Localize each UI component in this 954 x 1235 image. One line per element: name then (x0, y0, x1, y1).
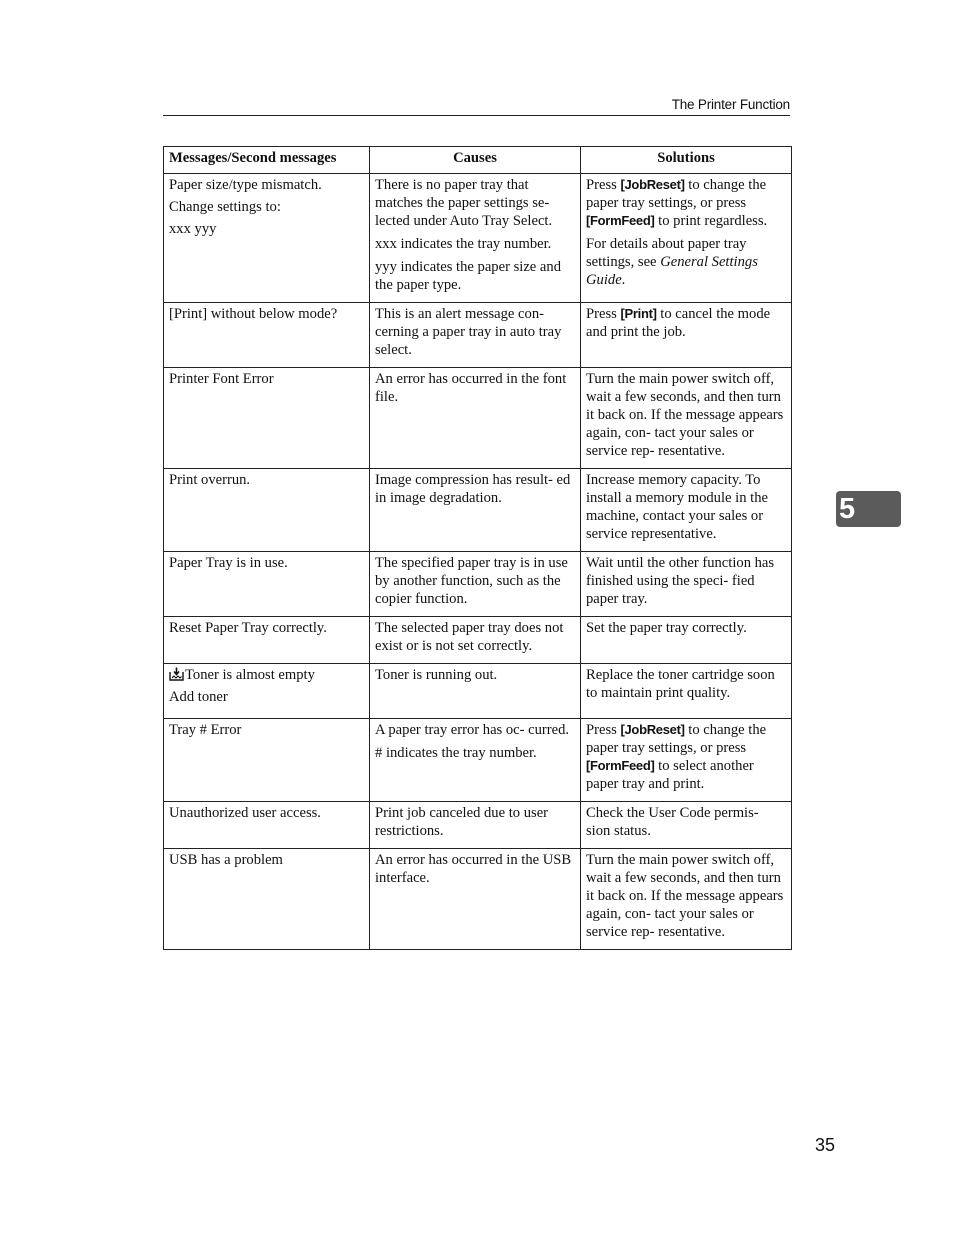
cause-cell (370, 303, 581, 368)
text-run: to change the paper tray settings, or press (586, 177, 767, 211)
cell-paragraph (375, 554, 575, 608)
cell-paragraph (375, 176, 575, 230)
text-run: The specified paper tray is in use by another function, such as the copier function. (375, 555, 568, 607)
text-run: Increase memory capacity. To install a memory module in the machine, contact your sales or service representative. (586, 472, 768, 542)
cell-paragraph (586, 666, 786, 702)
message-line (169, 666, 364, 684)
section-title: The Printer Function (671, 97, 790, 112)
message-line (169, 220, 364, 238)
solution-cell (581, 552, 792, 617)
table-row (164, 368, 792, 469)
message-text: Change settings to: (169, 199, 281, 215)
message-text: Printer Font Error (169, 371, 274, 387)
key-label: [FormFeed] (586, 758, 655, 773)
message-cell (164, 802, 370, 849)
cause-cell (370, 552, 581, 617)
cell-paragraph (375, 804, 575, 840)
message-text: Paper size/type mismatch. (169, 177, 322, 193)
message-text: Print overrun. (169, 472, 251, 488)
message-text: Toner is almost empty (185, 667, 315, 683)
text-run: This is an alert message con- cerning a paper tray in auto tray select. (375, 306, 562, 358)
cell-paragraph (586, 471, 786, 543)
message-line (169, 619, 364, 637)
text-run: Turn the main power switch off, wait a few seconds, and then turn it back on. If the message appears again, con- tact your sales or service rep- resentative. (586, 371, 784, 459)
text-run: The selected paper tray does not exist or is not set correctly. (375, 620, 564, 654)
solution-cell (581, 664, 792, 719)
solution-cell (581, 719, 792, 802)
cell-paragraph (375, 851, 575, 887)
message-cell (164, 552, 370, 617)
message-line (169, 851, 364, 869)
key-label: [Print] (620, 306, 657, 321)
message-line (169, 688, 364, 706)
solution-cell (581, 368, 792, 469)
cell-paragraph (586, 721, 786, 793)
cell-paragraph (586, 554, 786, 608)
text-run: . (621, 272, 626, 288)
table-row (164, 664, 792, 719)
text-run: Press (586, 177, 621, 193)
table-header-row (164, 147, 792, 174)
running-header (163, 96, 790, 116)
column-header-messages: Messages/Second messages (164, 147, 370, 174)
message-text: Reset Paper Tray correctly. (169, 620, 327, 636)
text-run: An error has occurred in the USB interface. (375, 852, 572, 886)
table-row (164, 849, 792, 950)
chapter-number: 5 (839, 493, 856, 525)
message-cell (164, 664, 370, 719)
message-line (169, 305, 364, 323)
message-line (169, 370, 364, 388)
cell-paragraph (375, 258, 575, 294)
text-run: to cancel the mode and print the job. (586, 306, 771, 340)
table-row (164, 802, 792, 849)
cell-paragraph (586, 619, 786, 637)
key-label: [FormFeed] (586, 213, 655, 228)
message-text: Add toner (169, 689, 228, 705)
text-run: to print regardless. (654, 213, 768, 229)
message-line (169, 804, 364, 822)
text-run: A paper tray error has oc- curred. (375, 722, 570, 738)
message-cell (164, 303, 370, 368)
message-cell (164, 719, 370, 802)
cell-paragraph (586, 235, 786, 289)
text-run: xxx indicates the tray number. (375, 236, 552, 252)
text-run: Set the paper tray correctly. (586, 620, 747, 636)
message-cell (164, 368, 370, 469)
key-label: [JobReset] (620, 177, 685, 192)
table-row (164, 469, 792, 552)
text-run: Replace the toner cartridge soon to maintain print quality. (586, 667, 775, 701)
cell-paragraph (375, 619, 575, 655)
message-text: Unauthorized user access. (169, 805, 321, 821)
message-text: Paper Tray is in use. (169, 555, 288, 571)
message-line (169, 471, 364, 489)
solution-cell (581, 802, 792, 849)
cell-paragraph (586, 176, 786, 230)
cell-paragraph (375, 744, 575, 762)
solution-cell (581, 303, 792, 368)
toner-icon (169, 667, 184, 681)
message-cell (164, 849, 370, 950)
message-line (169, 721, 364, 739)
message-line (169, 198, 364, 216)
table-row (164, 303, 792, 368)
solution-cell (581, 617, 792, 664)
column-header-solutions: Solutions (581, 147, 792, 174)
table-row (164, 719, 792, 802)
message-cell (164, 174, 370, 303)
cause-cell (370, 664, 581, 719)
cell-paragraph (586, 370, 786, 460)
message-text: USB has a problem (169, 852, 283, 868)
message-cell (164, 469, 370, 552)
text-run: Wait until the other function has finished using the speci- fied paper tray. (586, 555, 775, 607)
text-run: Turn the main power switch off, wait a few seconds, and then turn it back on. If the message appears again, con- tact your sales or service rep- resentative. (586, 852, 784, 940)
key-label: [JobReset] (620, 722, 685, 737)
column-header-causes: Causes (370, 147, 581, 174)
messages-table (163, 146, 792, 950)
cause-cell (370, 802, 581, 849)
text-run: There is no paper tray that matches the paper settings se- lected under Auto Tray Select. (375, 177, 553, 229)
text-run: # indicates the tray number. (375, 745, 537, 761)
text-run: Check the User Code permis- sion status. (586, 805, 759, 839)
solution-cell (581, 849, 792, 950)
cause-cell (370, 617, 581, 664)
cell-paragraph (586, 305, 786, 341)
solution-cell (581, 469, 792, 552)
cell-paragraph (375, 471, 575, 507)
table-row (164, 552, 792, 617)
message-line (169, 176, 364, 194)
text-run: Toner is running out. (375, 667, 498, 683)
cell-paragraph (375, 721, 575, 739)
text-run: to change the paper tray settings, or press (586, 722, 767, 756)
cell-paragraph (586, 851, 786, 941)
message-text: [Print] without below mode? (169, 306, 338, 322)
text-run: yyy indicates the paper size and the paper type. (375, 259, 561, 293)
table-row (164, 174, 792, 303)
cause-cell (370, 368, 581, 469)
message-text: xxx yyy (169, 221, 217, 237)
text-run: Print job canceled due to user restrictions. (375, 805, 549, 839)
text-run: Press (586, 722, 621, 738)
cause-cell (370, 719, 581, 802)
text-run: Image compression has result- ed in image degradation. (375, 472, 571, 506)
text-run: Press (586, 306, 621, 322)
table-row (164, 617, 792, 664)
message-line (169, 554, 364, 572)
page-number: 35 (814, 1135, 835, 1155)
cause-cell (370, 174, 581, 303)
message-cell (164, 617, 370, 664)
text-run: to select another paper tray and print. (586, 758, 754, 792)
cell-paragraph (375, 666, 575, 684)
text-run: An error has occurred in the font file. (375, 371, 567, 405)
chapter-tab (836, 491, 901, 527)
cause-cell (370, 469, 581, 552)
cell-paragraph (375, 305, 575, 359)
text-run: For details about paper tray settings, see (586, 236, 747, 270)
cause-cell (370, 849, 581, 950)
table-body (164, 174, 792, 950)
cell-paragraph (375, 370, 575, 406)
solution-cell (581, 174, 792, 303)
manual-title: General Settings Guide (586, 254, 758, 288)
message-text: Tray # Error (169, 722, 242, 738)
cell-paragraph (586, 804, 786, 840)
cell-paragraph (375, 235, 575, 253)
